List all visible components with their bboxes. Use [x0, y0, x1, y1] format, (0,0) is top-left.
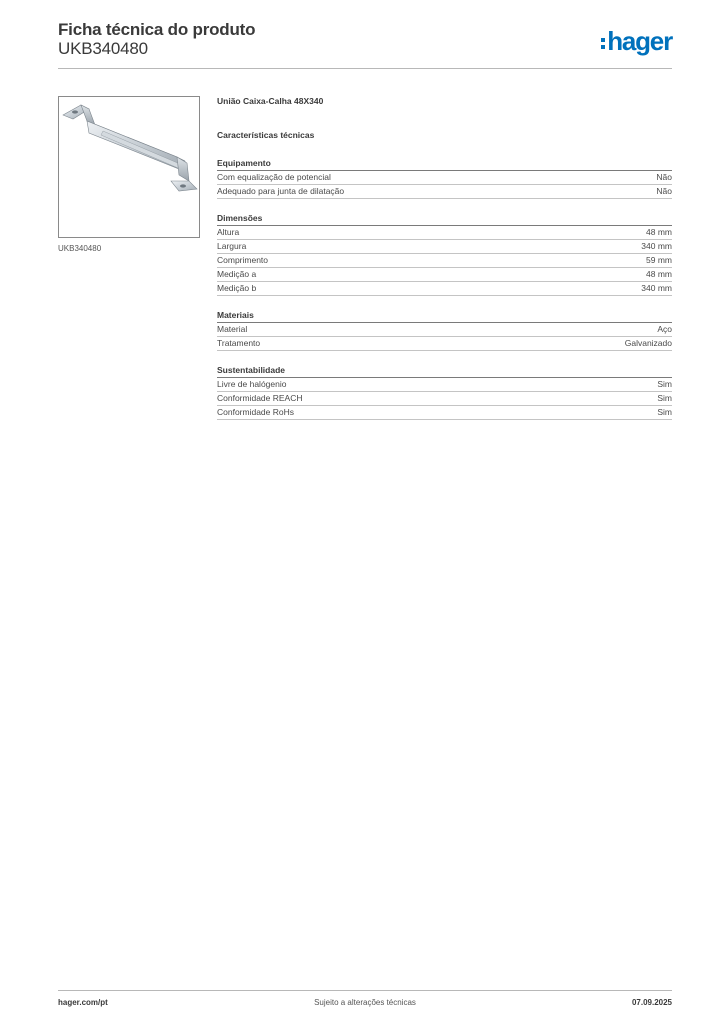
spec-label: Altura [217, 227, 240, 237]
spec-value: Sim [657, 393, 672, 403]
spec-label: Tratamento [217, 338, 261, 348]
spec-label: Com equalização de potencial [217, 172, 331, 182]
spec-value: 340 mm [641, 241, 672, 251]
footer-date: 07.09.2025 [631, 998, 672, 1007]
spec-value: Sim [657, 379, 672, 389]
product-image [58, 96, 200, 238]
section-dimensoes [217, 213, 672, 296]
spec-value: Galvanizado [624, 338, 672, 348]
logo-text: hager [607, 26, 672, 56]
spec-row [217, 254, 672, 268]
spec-value: 340 mm [641, 283, 672, 293]
section-equipamento [217, 158, 672, 199]
section-title: Materiais [217, 310, 672, 323]
spec-row [217, 378, 672, 392]
product-code: UKB340480 [58, 39, 148, 58]
spec-row [217, 171, 672, 185]
spec-label: Livre de halógenio [217, 379, 287, 389]
spec-row [217, 282, 672, 296]
spec-label: Largura [217, 241, 247, 251]
page-header [58, 20, 672, 68]
spec-value: 48 mm [646, 227, 672, 237]
section-materiais [217, 310, 672, 351]
page-title: Ficha técnica do produto [58, 20, 256, 39]
logo-dots-icon [601, 38, 605, 49]
spec-label: Medição b [217, 283, 257, 293]
spec-row [217, 323, 672, 337]
spec-row [217, 240, 672, 254]
spec-row [217, 185, 672, 199]
spec-value: Não [656, 186, 672, 196]
hager-logo [601, 28, 672, 54]
header-divider [58, 68, 672, 69]
product-details [217, 96, 672, 420]
website-link[interactable]: hager.com/pt [58, 998, 108, 1007]
spec-value: Aço [657, 324, 672, 334]
spec-value: 48 mm [646, 269, 672, 279]
spec-row [217, 226, 672, 240]
spec-row [217, 268, 672, 282]
spec-label: Conformidade REACH [217, 393, 303, 403]
spec-label: Medição a [217, 269, 257, 279]
section-title: Dimensões [217, 213, 672, 226]
footer-divider [58, 990, 672, 991]
spec-value: Não [656, 172, 672, 182]
image-caption: UKB340480 [58, 244, 102, 253]
section-title: Sustentabilidade [217, 365, 672, 378]
tech-characteristics-title: Características técnicas [217, 130, 315, 140]
footer-note: Sujeito a alterações técnicas [314, 998, 416, 1007]
spec-label: Material [217, 324, 248, 334]
product-name: União Caixa-Calha 48X340 [217, 96, 324, 106]
spec-row [217, 392, 672, 406]
section-title: Equipamento [217, 158, 672, 171]
spec-row [217, 337, 672, 351]
spec-value: 59 mm [646, 255, 672, 265]
spec-label: Conformidade RoHs [217, 407, 295, 417]
section-sustentabilidade [217, 365, 672, 420]
spec-label: Comprimento [217, 255, 269, 265]
spec-label: Adequado para junta de dilatação [217, 186, 345, 196]
spec-value: Sim [657, 407, 672, 417]
cable-tray-connector-icon [59, 97, 199, 237]
spec-row [217, 406, 672, 420]
